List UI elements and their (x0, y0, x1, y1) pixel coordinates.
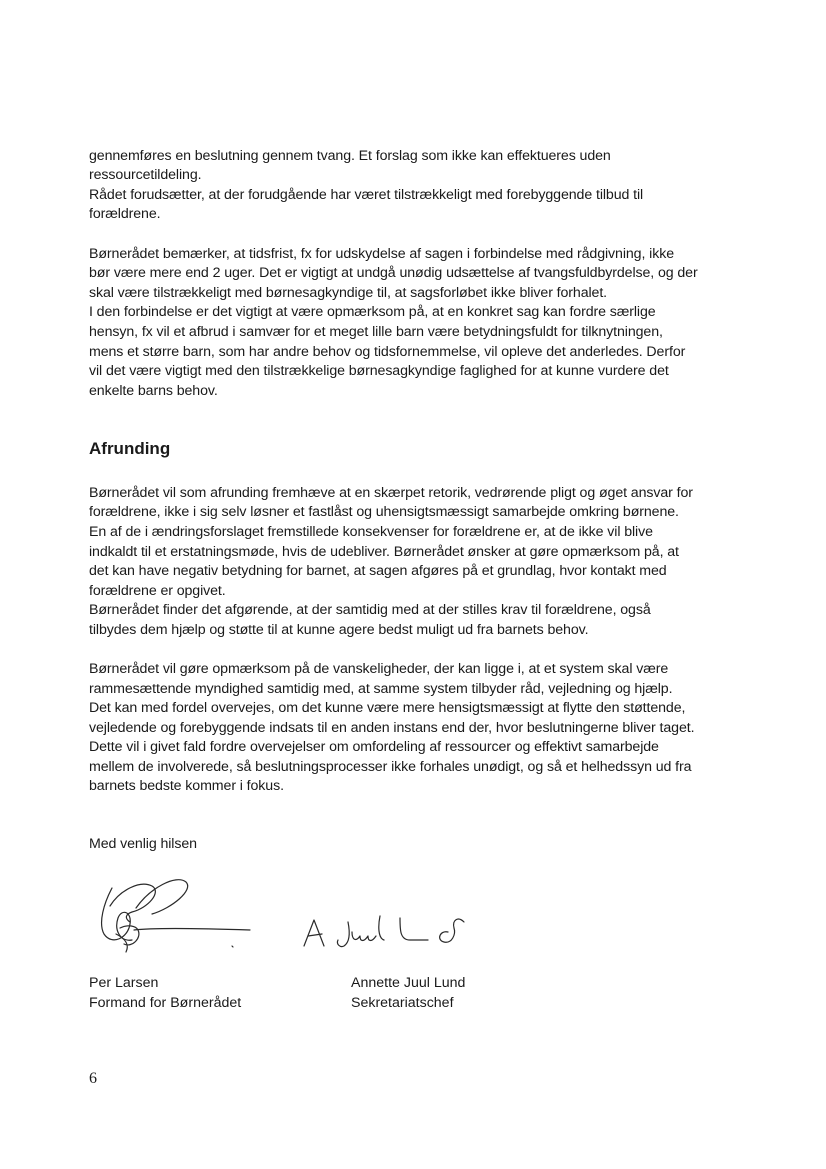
text-line: Dette vil i givet fald fordre overvejelser om omfordeling af ressourcer og effektivt samarbejde (89, 739, 659, 755)
text-line: Børnerådet vil gøre opmærksom på de vanskeligheder, der kan ligge i, at et system skal være (89, 661, 669, 677)
signatory-name-per-larsen: Per Larsen (89, 975, 159, 991)
text-line: forældrene, ikke i sig selv løsner et fastlåst og uhensigtsmæssigt samarbejde omkring børnene. (89, 504, 679, 520)
text-line: skal være tilstrækkeligt med børnesagkyndige til, at sagsforløbet ikke bliver forhalet. (89, 285, 608, 301)
text-line: Børnerådet finder det afgørende, at der samtidig med at der stilles krav til forældrene, også (89, 602, 651, 618)
signature-per-larsen (90, 868, 260, 958)
signatory-title-per-larsen: Formand for Børnerådet (89, 995, 242, 1011)
text-line: Børnerådet bemærker, at tidsfrist, fx for udskydelse af sagen i forbindelse med rådgivning, ikke (89, 246, 674, 262)
text-line: bør være mere end 2 uger. Det er vigtigt at undgå unødig udsættelse af tvangsfuldbyrdelse, og der (89, 265, 698, 281)
page-number: 6 (89, 1070, 97, 1087)
text-line: det kan have negativ betydning for barnet, at sagen afgøres på et grundlag, hvor kontakt med (89, 563, 667, 579)
closing-salutation: Med venlig hilsen (89, 836, 197, 852)
text-line: barnets bedste kommer i fokus. (89, 778, 284, 794)
text-line: enkelte barns behov. (89, 383, 218, 399)
signatory-name-annette-juul-lund: Annette Juul Lund (351, 975, 466, 991)
text-line: vil det være vigtigt med den tilstrækkelige børnesagkyndige faglighed for at kunne vurdere det (89, 363, 669, 379)
text-line: tilbydes dem hjælp og støtte til at kunne agere bedst muligt ud fra barnets behov. (89, 622, 589, 638)
text-line: forældrene er opgivet. (89, 583, 226, 599)
text-line: rammesættende myndighed samtidig med, at samme system tilbyder råd, vejledning og hjælp. (89, 681, 673, 697)
text-line: gennemføres en beslutning gennem tvang. Et forslag som ikke kan effektueres uden (89, 148, 611, 164)
text-line: forældrene. (89, 206, 161, 222)
text-line: Rådet forudsætter, at der forudgående har været tilstrækkeligt med forebyggende tilbud til (89, 187, 644, 203)
text-line: Børnerådet vil som afrunding fremhæve at en skærpet retorik, vedrørende pligt og øget ansvar for (89, 485, 693, 501)
text-line: I den forbindelse er det vigtigt at være opmærksom på, at en konkret sag kan fordre særlige (89, 304, 656, 320)
text-line: En af de i ændringsforslaget fremstillede konsekvenser for forældrene er, at de ikke vil blive (89, 524, 653, 540)
text-line: indkaldt til et erstatningsmøde, hvis de udebliver. Børnerådet ønsker at gøre opmærksom på, at (89, 544, 679, 560)
signatory-title-annette-juul-lund: Sekretariatschef (351, 995, 454, 1011)
signature-annette-juul-lund (300, 908, 480, 953)
text-line: mens et større barn, som har andre behov og tidsfornemmelse, vil opleve det anderledes. Derfor (89, 344, 686, 360)
text-line: hensyn, fx vil et afbrud i samvær for et meget lille barn være betydningsfuldt for tilknytningen, (89, 324, 663, 340)
text-line: Det kan med fordel overvejes, om det kunne være mere hensigtsmæssigt at flytte den støttende, (89, 700, 686, 716)
text-line: vejledende og forebyggende indsats til en anden instans end der, hvor beslutningerne bliver taget. (89, 720, 695, 736)
text-line: mellem de involverede, så beslutningsprocesser ikke forhales unødigt, og så et helhedssyn ud fra (89, 759, 692, 775)
section-heading: Afrunding (89, 439, 171, 458)
text-line: ressourcetildeling. (89, 167, 202, 183)
